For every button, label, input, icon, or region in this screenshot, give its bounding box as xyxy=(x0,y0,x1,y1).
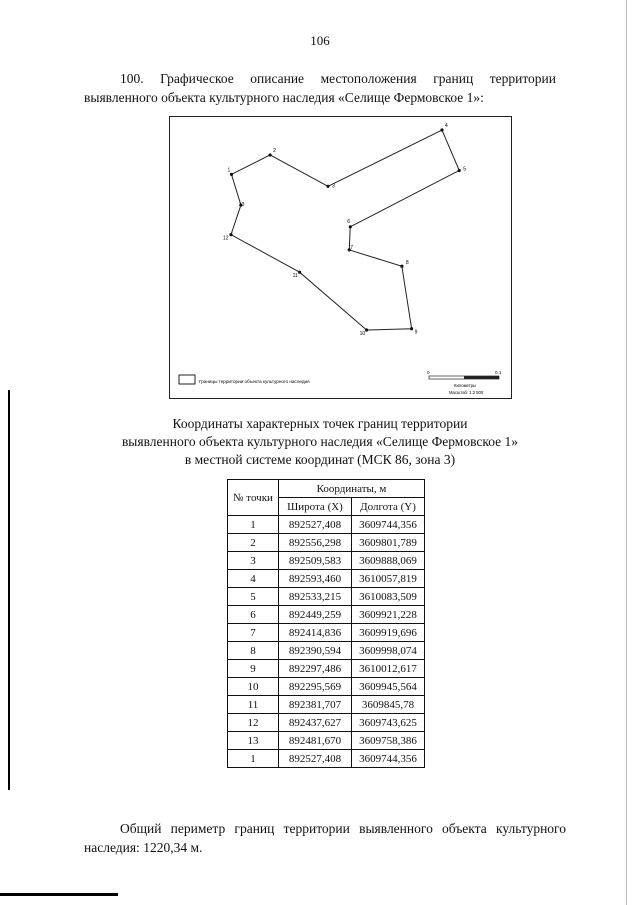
longitude-cell: 3609945,564 xyxy=(352,678,425,696)
table-row xyxy=(228,642,425,660)
longitude-cell: 3609998,074 xyxy=(352,642,425,660)
col-header-lon: Долгота (Y) xyxy=(352,498,425,516)
longitude-cell: 3609758,386 xyxy=(352,732,425,750)
latitude-cell: 892527,408 xyxy=(279,750,352,768)
boundary-point-label: 9 xyxy=(414,329,418,336)
table-caption-line1: Координаты характерных точек границ территории xyxy=(172,416,468,431)
table-row xyxy=(228,732,425,750)
scale-bar xyxy=(427,370,502,395)
boundary-point-marker xyxy=(365,328,368,331)
boundary-point-label: 6 xyxy=(347,218,351,225)
boundary-point-marker xyxy=(269,153,272,156)
point-number-cell: 8 xyxy=(228,642,279,660)
boundary-point-marker xyxy=(229,233,232,236)
longitude-cell: 3609921,228 xyxy=(352,606,425,624)
table-row xyxy=(228,606,425,624)
longitude-cell: 3610057,819 xyxy=(352,570,425,588)
boundary-point-marker xyxy=(410,327,413,330)
boundary-point-label: 8 xyxy=(405,260,409,267)
latitude-cell: 892481,670 xyxy=(279,732,352,750)
point-number-cell: 1 xyxy=(228,516,279,534)
latitude-cell: 892297,486 xyxy=(279,660,352,678)
point-number-cell: 3 xyxy=(228,552,279,570)
point-number-cell: 4 xyxy=(228,570,279,588)
page-number: 106 xyxy=(310,33,330,48)
boundary-point-marker xyxy=(440,128,443,131)
point-number-cell: 13 xyxy=(228,732,279,750)
legend-swatch xyxy=(179,375,195,384)
table-row xyxy=(228,750,425,768)
point-number-cell: 12 xyxy=(228,714,279,732)
scale-end: 0.1 xyxy=(495,370,502,375)
latitude-cell: 892509,583 xyxy=(279,552,352,570)
point-number-cell: 10 xyxy=(228,678,279,696)
boundary-map-canvas xyxy=(170,117,511,398)
scale-start: 0 xyxy=(427,370,430,375)
longitude-cell: 3609744,356 xyxy=(352,516,425,534)
perimeter-summary: Общий периметр границ территории выявленного объекта культурного наследия: 1220,34 м. xyxy=(84,821,566,855)
table-row xyxy=(228,588,425,606)
point-number-cell: 5 xyxy=(228,588,279,606)
longitude-cell: 3609743,625 xyxy=(352,714,425,732)
point-number-cell: 9 xyxy=(228,660,279,678)
boundary-point-label: 10 xyxy=(359,331,366,337)
table-row xyxy=(228,714,425,732)
boundary-point-label: 13 xyxy=(238,202,245,209)
longitude-cell: 3610012,617 xyxy=(352,660,425,678)
latitude-cell: 892390,594 xyxy=(279,642,352,660)
latitude-cell: 892556,298 xyxy=(279,534,352,552)
section-heading: 100. Графическое описание местоположения границ территории выявленного объекта культурного наследия «Селище Фермовское 1»: xyxy=(84,71,556,105)
table-row xyxy=(228,696,425,714)
longitude-cell: 3609845,78 xyxy=(352,696,425,714)
boundary-map xyxy=(169,116,512,399)
coordinates-table-body xyxy=(228,516,425,768)
point-number-cell: 7 xyxy=(228,624,279,642)
table-row xyxy=(228,624,425,642)
longitude-cell: 3609888,069 xyxy=(352,552,425,570)
point-number-cell: 6 xyxy=(228,606,279,624)
longitude-cell: 3609801,789 xyxy=(352,534,425,552)
coordinates-table xyxy=(227,479,425,768)
boundary-point-label: 7 xyxy=(350,244,353,251)
col-header-point: № точки xyxy=(228,480,279,516)
table-row xyxy=(228,534,425,552)
table-row xyxy=(228,660,425,678)
table-row xyxy=(228,678,425,696)
scale-ratio: Масштаб: 1:2 500 xyxy=(449,390,484,395)
latitude-cell: 892527,408 xyxy=(279,516,352,534)
boundary-point-marker xyxy=(400,265,403,268)
boundary-point-label: 12 xyxy=(223,235,229,242)
boundary-point-label: 5 xyxy=(463,166,466,173)
latitude-cell: 892414,836 xyxy=(279,624,352,642)
longitude-cell: 3610083,509 xyxy=(352,588,425,606)
boundary-point-label: 2 xyxy=(273,148,276,154)
latitude-cell: 892593,460 xyxy=(279,570,352,588)
coordinates-table-wrapper xyxy=(227,479,425,768)
boundary-point-marker xyxy=(326,185,329,188)
latitude-cell: 892449,259 xyxy=(279,606,352,624)
scan-bottom-line xyxy=(0,893,118,896)
boundary-point-label: 1 xyxy=(227,167,231,174)
table-row xyxy=(228,516,425,534)
boundary-point-label: 11 xyxy=(292,273,298,280)
col-header-lat: Широта (X) xyxy=(279,498,352,516)
table-caption-line3: в местной системе координат (МСК 86, зона 3) xyxy=(184,452,456,467)
point-number-cell: 1 xyxy=(228,750,279,768)
point-number-cell: 2 xyxy=(228,534,279,552)
boundary-point-marker xyxy=(230,173,233,176)
latitude-cell: 892381,707 xyxy=(279,696,352,714)
boundary-point-label: 3 xyxy=(332,183,335,190)
legend-text: Границы территории объекта культурного наследия xyxy=(199,379,310,384)
longitude-cell: 3609919,696 xyxy=(352,624,425,642)
boundary-point-label: 4 xyxy=(445,123,448,129)
scale-unit: Километры xyxy=(454,383,476,388)
boundary-point-marker xyxy=(298,271,301,274)
point-number-cell: 11 xyxy=(228,696,279,714)
longitude-cell: 3609744,356 xyxy=(352,750,425,768)
boundary-point-marker xyxy=(349,225,352,228)
col-header-coords: Координаты, м xyxy=(279,480,425,498)
boundary-point-marker xyxy=(458,169,461,172)
latitude-cell: 892533,215 xyxy=(279,588,352,606)
latitude-cell: 892295,569 xyxy=(279,678,352,696)
table-row xyxy=(228,552,425,570)
table-row xyxy=(228,570,425,588)
latitude-cell: 892437,627 xyxy=(279,714,352,732)
boundary-polygon xyxy=(231,130,459,330)
table-caption-line2: выявленного объекта культурного наследия «Селище Фермовское 1» xyxy=(121,434,519,449)
boundary-points xyxy=(223,123,466,337)
